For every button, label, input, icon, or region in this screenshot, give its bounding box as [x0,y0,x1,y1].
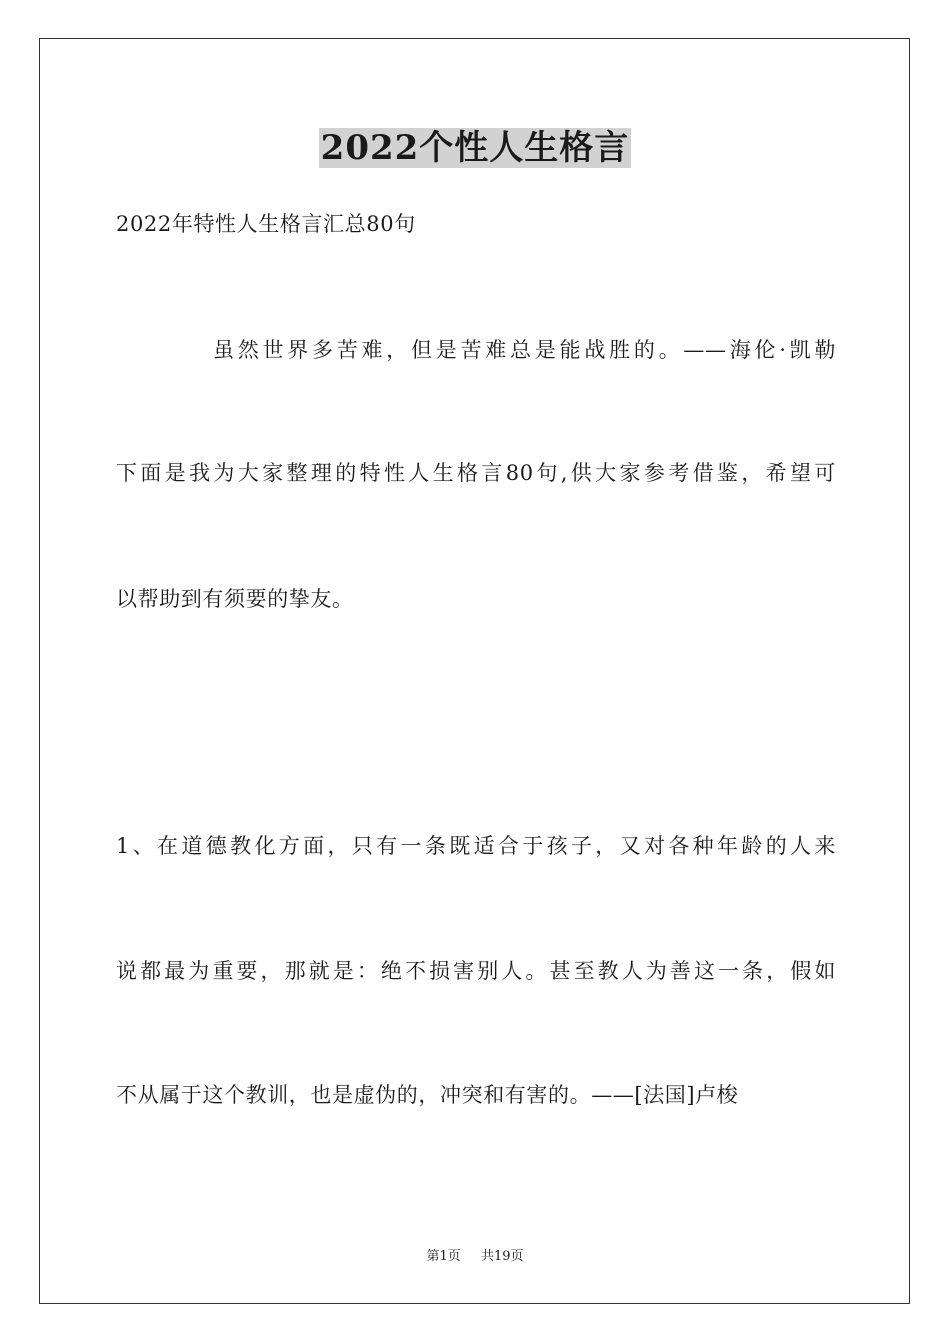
document-title [0,128,950,168]
document-subtitle: 2022年特性人生格言汇总80句 [116,212,416,236]
page-total: 共19页 [480,1249,524,1264]
document-title-text: 2022个性人生格言 [320,128,630,168]
intro-paragraph-line-2: 以帮助到有须要的挚友。 [116,587,354,611]
maxim-1-line-1: 1、在道德教化方面，只有一条既适合于孩子，又对各种年龄的人来 [116,834,836,858]
intro-paragraph-line-1: 下面是我为大家整理的特性人生格言80句,供大家参考借鉴，希望可 [116,461,836,485]
page-number: 第1页 [426,1249,461,1264]
page-footer [0,1248,950,1266]
maxim-1-line-2: 说都最为重要，那就是：绝不损害别人。甚至教人为善这一条，假如 [116,959,836,983]
quote-paragraph: 虽然世界多苦难，但是苦难总是能战胜的。——海伦·凯勒 [213,338,836,362]
maxim-1-line-3: 不从属于这个教训，也是虚伪的，冲突和有害的。——[法国]卢梭 [116,1083,739,1107]
